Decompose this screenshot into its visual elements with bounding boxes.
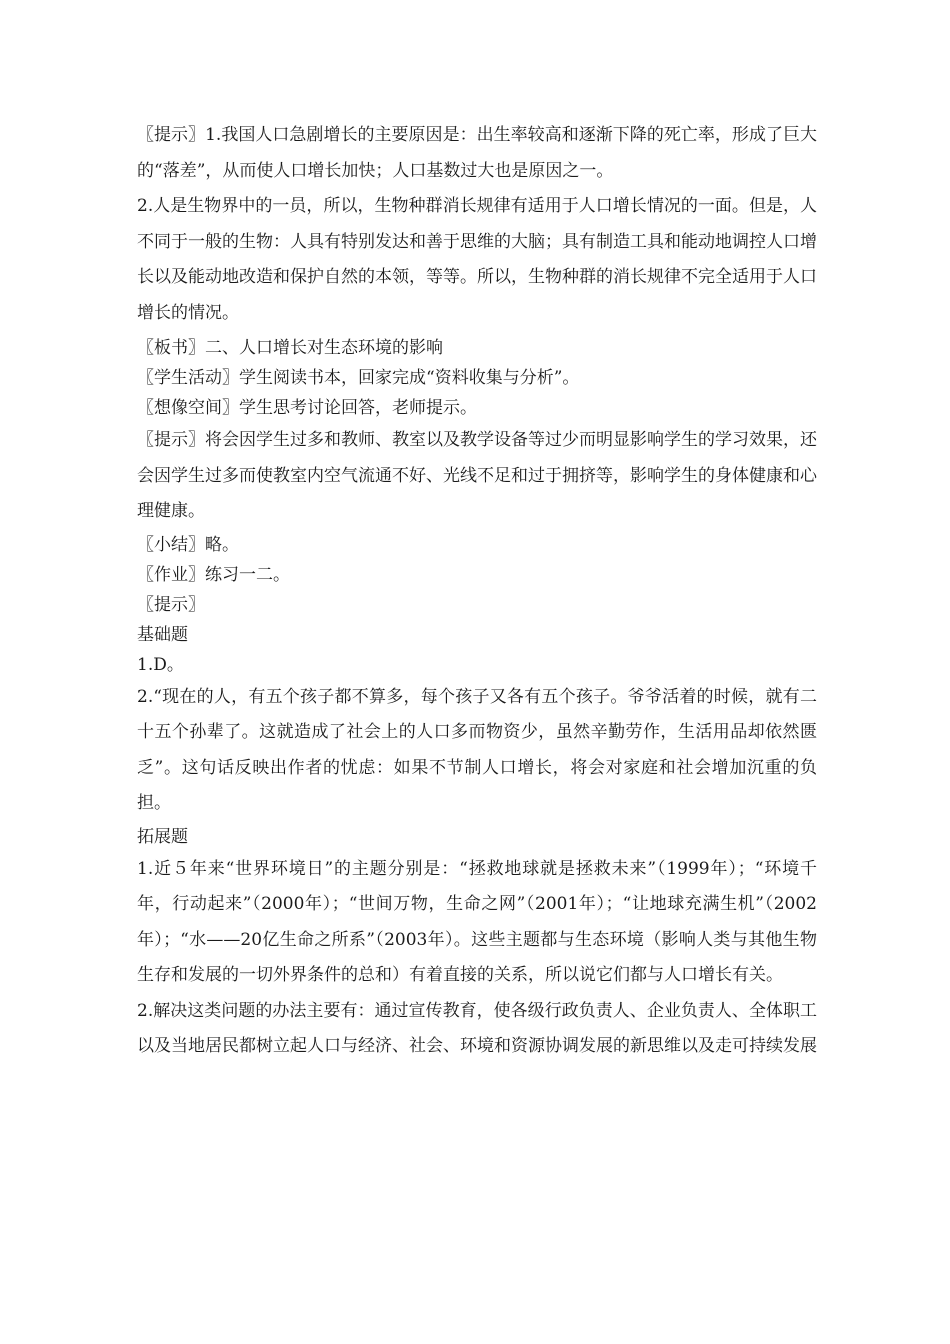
extension-answer-1: 1.近５年来“世界环境日”的主题分别是：“拯救地球就是拯救未来”（1999年）；“环境千年，行动起来”（2000年）；“世间万物，生命之网”（2001年）；“让地球充满生机”（2002年）；“水——20亿生命之所系”（2003年）。这些主题都与生态环境（影响人类与其他生物生存和发展的一切外界条件的总和）有着直接的关系，所以说它们都与人口增长有关。 <box>137 858 817 985</box>
extension-answer-2: 2.解决这类问题的办法主要有：通过宣传教育，使各级行政负责人、企业负责人、全体职工以及当地居民都树立起人口与经济、社会、环境和资源协调发展的新思维以及走可持续发展 <box>137 1000 817 1056</box>
student-activity: 〖学生活动〗学生阅读书本，回家完成“资料收集与分析”。 <box>137 368 580 388</box>
hint-paragraph-2: 2.人是生物界中的一员，所以，生物种群消长规律有适用于人口增长情况的一面。但是，人不同于一般的生物：人具有特别发达和善于思维的大脑；具有制造工具和能动地调控人口增长以及能动地改造和保护自然的本领，等等。所以，生物种群的消长规律不完全适用于人口增长的情况。 <box>137 196 817 323</box>
basic-answer-1: 1.D。 <box>137 654 184 675</box>
section-basic: 基础题 <box>137 624 188 645</box>
hint-label: 〖提示〗 <box>137 594 205 615</box>
basic-answer-2: 2.“现在的人，有五个孩子都不算多，每个孩子又各有五个孩子。爷爷活着的时候，就有二十五个孙辈了。这就造成了社会上的人口多而物资少，虽然辛勤劳作，生活用品却依然匮乏”。这句话反映出作者的忧虑：如果不节制人口增长，将会对家庭和社会增加沉重的负担。 <box>137 686 817 813</box>
hint-paragraph-3: 〖提示〗将会因学生过多和教师、教室以及教学设备等过少而明显影响学生的学习效果，还会因学生过多而使教室内空气流通不好、光线不足和过于拥挤等，影响学生的身体健康和心理健康。 <box>137 430 817 521</box>
homework: 〖作业〗练习一二。 <box>137 564 290 585</box>
imagination-space: 〖想像空间〗学生思考讨论回答，老师提示。 <box>137 398 477 418</box>
document-page <box>137 118 817 1065</box>
summary: 〖小结〗略。 <box>137 534 239 555</box>
section-extension: 拓展题 <box>137 826 188 847</box>
hint-paragraph-1: 〖提示〗1.我国人口急剧增长的主要原因是：出生率较高和逐渐下降的死亡率，形成了巨大的“落差”，从而使人口增长加快；人口基数过大也是原因之一。 <box>137 125 817 181</box>
blackboard-heading: 〖板书〗二、人口增长对生态环境的影响 <box>137 338 443 358</box>
